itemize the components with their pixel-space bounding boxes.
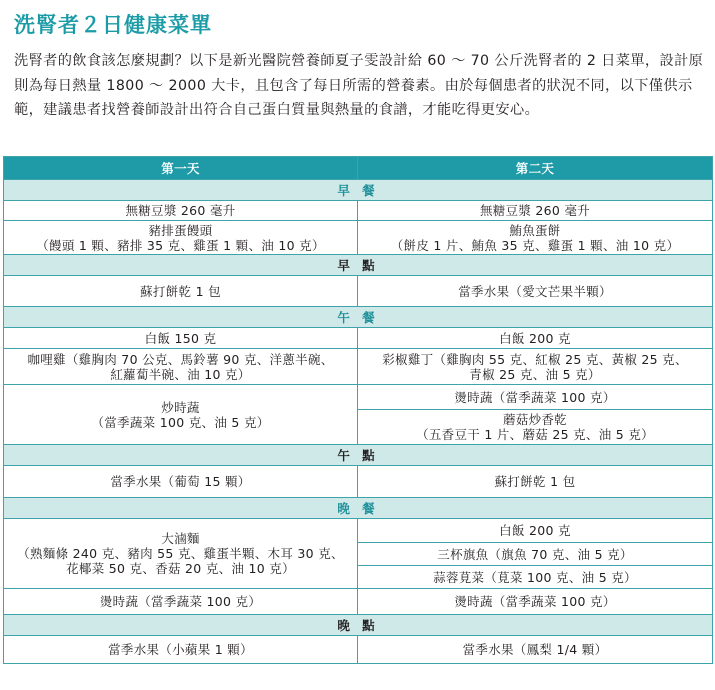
menu-table bbox=[3, 156, 713, 664]
day1-breakfast-main bbox=[4, 221, 358, 255]
intro-paragraph: 洗腎者的飲食該怎麼規劃？以下是新光醫院營養師夏子雯設計給 60 ～ 70 公斤洗腎者的 2 日菜單，設計原則為每日熱量 1800 ～ 2000 大卡，且包含了每日所需的營養素。由於每個患者的狀況不同，以下僅供示範，建議患者找營養師設計出符合自己蛋白質量與熱量的食譜，才能吃得更安心。 bbox=[14, 53, 704, 119]
day1-dinner-veg: 燙時蔬（當季蔬菜 100 克） bbox=[4, 589, 358, 615]
lunch-header-row bbox=[4, 307, 713, 328]
dish-name: 鮪魚蛋餅 bbox=[509, 222, 561, 238]
day1-dinner-main bbox=[4, 519, 358, 589]
day1-breakfast-drink: 無糖豆漿 260 毫升 bbox=[4, 201, 358, 221]
dish-name: 大滷麵 bbox=[161, 531, 200, 546]
dinner-header-row bbox=[4, 498, 713, 519]
day2-afternoon-snack: 蘇打餅乾 1 包 bbox=[358, 466, 713, 498]
dinner-label: 晚 餐 bbox=[4, 498, 713, 519]
dish-detail: （五香豆干 1 片、蘑菇 25 克、油 5 克） bbox=[416, 427, 654, 442]
day2-dinner-veg: 燙時蔬（當季蔬菜 100 克） bbox=[358, 589, 713, 615]
afternoon-snack-header-row bbox=[4, 445, 713, 466]
day2-lunch-rice: 白飯 200 克 bbox=[358, 328, 713, 349]
lunch-label: 午 餐 bbox=[4, 307, 713, 328]
dish-detail: （餅皮 1 片、鮪魚 35 克、雞蛋 1 顆、油 10 克） bbox=[390, 237, 680, 253]
day1-lunch-veg bbox=[4, 385, 358, 445]
day2-breakfast-drink: 無糖豆漿 260 毫升 bbox=[358, 201, 713, 221]
day2-morning-snack: 當季水果（愛文芒果半顆） bbox=[358, 276, 713, 307]
dish-detail: 花椰菜 50 克、香菇 20 克、油 10 克） bbox=[66, 561, 295, 576]
table-row bbox=[4, 349, 713, 385]
day1-lunch-main bbox=[4, 349, 358, 385]
dish-detail: 青椒 25 克、油 5 克） bbox=[469, 366, 601, 382]
day2-dinner-fish: 三杯旗魚（旗魚 70 克、油 5 克） bbox=[358, 543, 713, 566]
day2-dinner-rice: 白飯 200 克 bbox=[358, 519, 713, 543]
afternoon-snack-label: 午 點 bbox=[4, 445, 713, 466]
morning-snack-label: 早 點 bbox=[4, 255, 713, 276]
day2-lunch-veg: 燙時蔬（當季蔬菜 100 克） bbox=[358, 385, 713, 410]
morning-snack-header-row bbox=[4, 255, 713, 276]
day2-lunch-main bbox=[358, 349, 713, 385]
day2-header: 第二天 bbox=[358, 157, 713, 180]
day1-evening-snack: 當季水果（小蘋果 1 顆） bbox=[4, 636, 358, 664]
table-row bbox=[4, 221, 713, 255]
dish-detail: （熟麵條 240 克、豬肉 55 克、雞蛋半顆、木耳 30 克、 bbox=[17, 546, 344, 561]
day2-dinner-greens: 蒜蓉莧菜（莧菜 100 克、油 5 克） bbox=[358, 566, 713, 589]
day1-lunch-rice: 白飯 150 克 bbox=[4, 328, 358, 349]
dish-detail: （當季蔬菜 100 克、油 5 克） bbox=[91, 414, 270, 430]
table-row bbox=[4, 466, 713, 498]
page-title: 洗腎者２日健康菜單 bbox=[14, 13, 212, 37]
day1-morning-snack: 蘇打餅乾 1 包 bbox=[4, 276, 358, 307]
table-header-row bbox=[4, 157, 713, 180]
day2-evening-snack: 當季水果（鳳梨 1/4 顆） bbox=[358, 636, 713, 664]
dish-detail: （饅頭 1 顆、豬排 35 克、雞蛋 1 顆、油 10 克） bbox=[36, 237, 325, 253]
evening-snack-header-row bbox=[4, 615, 713, 636]
day1-header: 第一天 bbox=[4, 157, 358, 180]
day2-breakfast-main bbox=[358, 221, 713, 255]
table-row bbox=[4, 276, 713, 307]
dish-name: 豬排蛋饅頭 bbox=[148, 222, 213, 238]
table-row bbox=[4, 589, 713, 615]
dish-name: 蘑菇炒香乾 bbox=[502, 412, 567, 427]
table-row bbox=[4, 385, 713, 410]
table-row bbox=[4, 636, 713, 664]
breakfast-header-row bbox=[4, 180, 713, 201]
evening-snack-label: 晚 點 bbox=[4, 615, 713, 636]
breakfast-label: 早 餐 bbox=[4, 180, 713, 201]
day2-lunch-tofu bbox=[358, 410, 713, 445]
dish-detail: 紅蘿蔔半碗、油 10 克） bbox=[110, 366, 251, 382]
table-row bbox=[4, 201, 713, 221]
dish-name: 彩椒雞丁（雞胸肉 55 克、紅椒 25 克、黃椒 25 克、 bbox=[382, 351, 688, 367]
dish-name: 咖哩雞（雞胸肉 70 公克、馬鈴薯 90 克、洋蔥半碗、 bbox=[27, 351, 334, 367]
table-row bbox=[4, 519, 713, 543]
dish-name: 炒時蔬 bbox=[161, 399, 200, 415]
table-row bbox=[4, 328, 713, 349]
day1-afternoon-snack: 當季水果（葡萄 15 顆） bbox=[4, 466, 358, 498]
